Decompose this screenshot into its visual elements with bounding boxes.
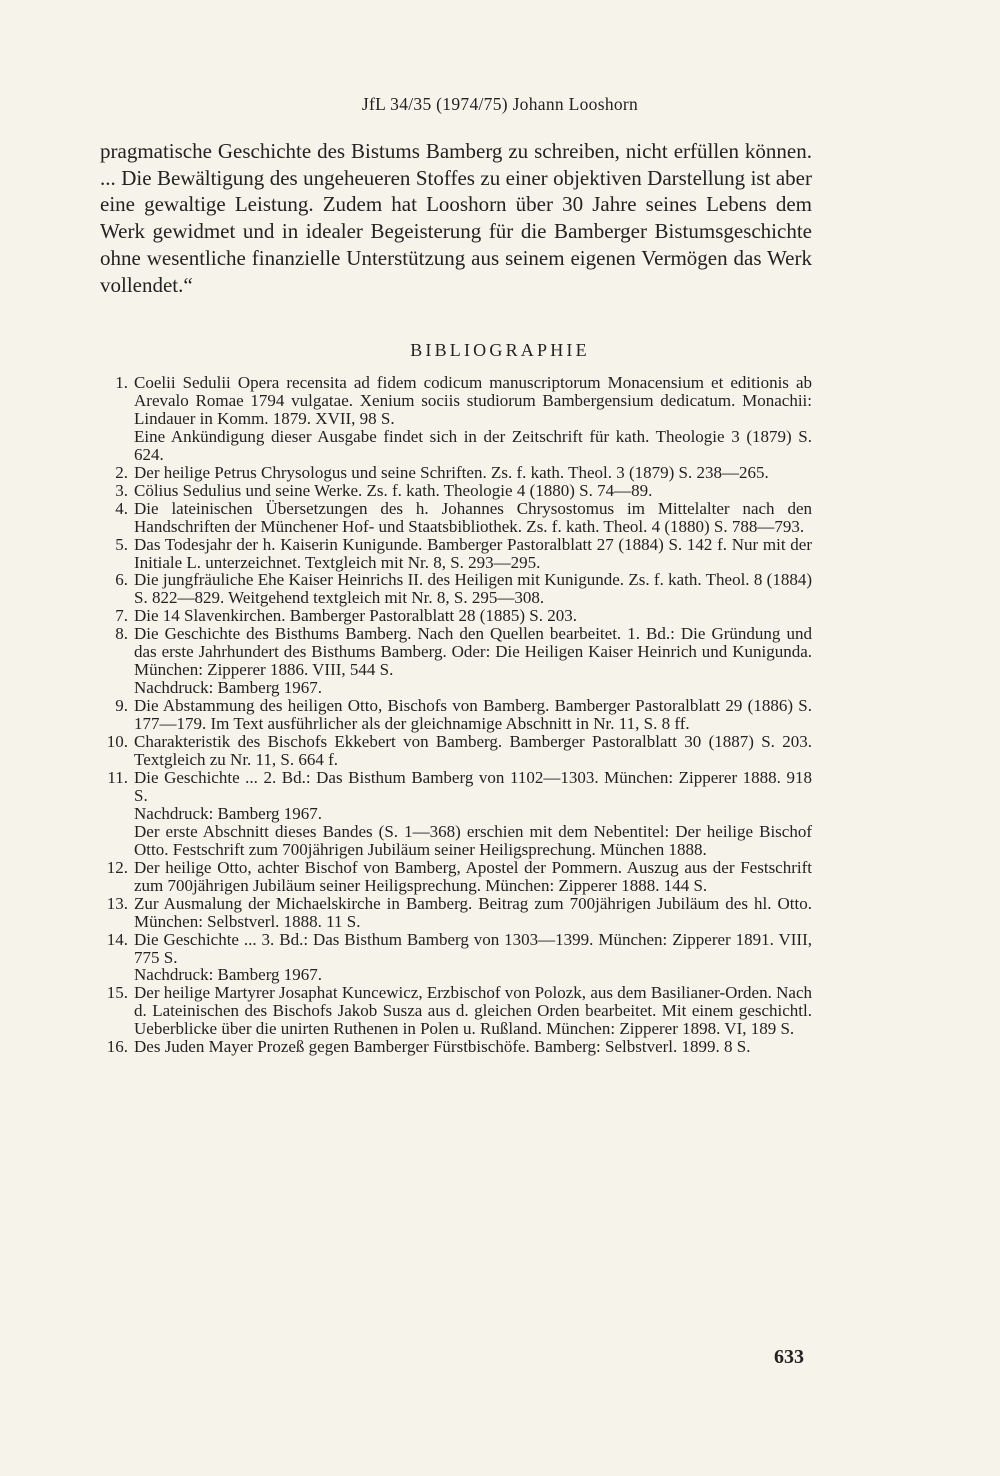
entry-citation: Die Geschichte des Bisthums Bamberg. Nach den Quellen bearbeitet. 1. Bd.: Die Gründung und das erste Jahrhundert des Bisthums Bamberg. Oder: Die Heiligen Kaiser Heinrich und Kunigunda. München: Zipperer 1886. VIII, 544 S. bbox=[134, 624, 812, 680]
entry-citation: Der heilige Martyrer Josaphat Kuncewicz, Erzbischof von Polozk, aus dem Basilianer-Orden. Nach d. Lateinischen des Bischofs Jakob Susza aus d. gleichen Orden bearbeitet. Mit einem geschichtl. Ueberblicke über die unirten Ruthenen in Polen u. Rußland. München: Zipperer 1898. VI, 189 S. bbox=[134, 983, 812, 1039]
bibliography-heading: BIBLIOGRAPHIE bbox=[410, 340, 590, 360]
entry-body bbox=[134, 1038, 812, 1056]
entry-number: 16. bbox=[106, 1037, 128, 1057]
bibliography-entry bbox=[100, 607, 812, 625]
entry-citation: Zur Ausmalung der Michaelskirche in Bamberg. Beitrag zum 700jährigen Jubiläum des hl. Otto. München: Selbstverl. 1888. 11 S. bbox=[134, 893, 812, 931]
entry-note: Nachdruck: Bamberg 1967. bbox=[134, 965, 323, 985]
bibliography-entry bbox=[100, 931, 812, 985]
bibliography-entry bbox=[100, 482, 812, 500]
entry-body bbox=[134, 769, 812, 859]
entry-body bbox=[134, 697, 812, 733]
entry-citation: Cölius Sedulius und seine Werke. Zs. f. kath. Theologie 4 (1880) S. 74—89. bbox=[134, 480, 653, 500]
bibliography-entry bbox=[100, 769, 812, 859]
entry-number: 6. bbox=[115, 570, 128, 590]
bibliography-list bbox=[100, 374, 812, 1056]
entry-note: Der erste Abschnitt dieses Bandes (S. 1—368) erschien mit dem Nebentitel: Der heilige Bischof Otto. Festschrift zum 700jährigen Jubiläum seiner Heiligsprechung. München 1888. bbox=[134, 821, 812, 859]
entry-body bbox=[134, 571, 812, 607]
entry-note: Nachdruck: Bamberg 1967. bbox=[134, 678, 323, 698]
entry-citation: Die Geschichte ... 3. Bd.: Das Bisthum Bamberg von 1303—1399. München: Zipperer 1891. VIII, 775 S. bbox=[134, 929, 812, 967]
entry-number: 10. bbox=[106, 732, 128, 752]
entry-body bbox=[134, 500, 812, 536]
bibliography-entry bbox=[100, 464, 812, 482]
entry-number: 3. bbox=[115, 480, 128, 500]
page-number: 633 bbox=[774, 1346, 804, 1368]
entry-note: Nachdruck: Bamberg 1967. bbox=[134, 803, 323, 823]
entry-number: 12. bbox=[106, 857, 128, 877]
entry-body bbox=[134, 895, 812, 931]
entry-citation: Die jungfräuliche Ehe Kaiser Heinrichs II. des Heiligen mit Kunigunde. Zs. f. kath. Theol. 8 (1884) S. 822—829. Weitgehend textgleich mit Nr. 8, S. 295—308. bbox=[134, 570, 812, 608]
entry-body bbox=[134, 607, 812, 625]
running-head: JfL 34/35 (1974/75) Johann Looshorn bbox=[361, 94, 639, 114]
entry-citation: Des Juden Mayer Prozeß gegen Bamberger Fürstbischöfe. Bamberg: Selbstverl. 1899. 8 S. bbox=[134, 1037, 751, 1057]
bibliography-entry bbox=[100, 859, 812, 895]
entry-note: Eine Ankündigung dieser Ausgabe findet sich in der Zeitschrift für kath. Theologie 3 (1879) S. 624. bbox=[134, 426, 812, 464]
entry-number: 7. bbox=[115, 606, 128, 626]
bibliography-entry bbox=[100, 1038, 812, 1056]
bibliography-entry bbox=[100, 697, 812, 733]
bibliography-entry bbox=[100, 536, 812, 572]
entry-citation: Charakteristik des Bischofs Ekkebert von Bamberg. Bamberger Pastoralblatt 30 (1887) S. 203. Textgleich zu Nr. 11, S. 664 f. bbox=[134, 732, 812, 770]
entry-body bbox=[134, 733, 812, 769]
entry-citation: Der heilige Petrus Chrysologus und seine Schriften. Zs. f. kath. Theol. 3 (1879) S. 238—265. bbox=[134, 462, 769, 482]
bibliography-entry bbox=[100, 984, 812, 1038]
entry-body bbox=[134, 482, 812, 500]
entry-citation: Coelii Sedulii Opera recensita ad fidem codicum manuscriptorum Monacensium et editionis ab Arevalo Romae 1794 vulgatae. Xenium sociis studiorum Bambergensium dedicatum. Monachii: Lindauer in Komm. 1879. XVII, 98 S. bbox=[134, 373, 812, 428]
entry-number: 13. bbox=[106, 893, 128, 913]
bibliography-entry bbox=[100, 500, 812, 536]
entry-number: 15. bbox=[106, 983, 128, 1003]
bibliography-entry bbox=[100, 374, 812, 464]
entry-number: 5. bbox=[115, 534, 128, 554]
entry-citation: Die 14 Slavenkirchen. Bamberger Pastoralblatt 28 (1885) S. 203. bbox=[134, 606, 578, 626]
entry-citation: Die Geschichte ... 2. Bd.: Das Bisthum Bamberg von 1102—1303. München: Zipperer 1888. 918 S. bbox=[134, 767, 812, 805]
entry-number: 14. bbox=[106, 929, 128, 949]
bibliography-entry bbox=[100, 571, 812, 607]
bibliography-entry bbox=[100, 625, 812, 697]
entry-body bbox=[134, 536, 812, 572]
entry-number: 4. bbox=[115, 498, 128, 518]
intro-paragraph: pragmatische Geschichte des Bistums Bamberg zu schreiben, nicht erfüllen können. ... Die Bewältigung des ungeheueren Stoffes zu einer objektiven Darstellung ist aber eine gewaltige Leistung. Zudem hat Looshorn über 30 Jahre seines Lebens dem Werk gewidmet und in idealer Begeisterung für die Bamberger Bistumsgeschichte ohne wesentliche finanzielle Unterstützung aus seinem eigenen Vermögen das Werk vollendet.“ bbox=[100, 139, 812, 297]
entry-body bbox=[134, 374, 812, 464]
entry-citation: Die lateinischen Übersetzungen des h. Johannes Chrysostomus im Mittelalter nach den Handschriften der Münchener Hof- und Staatsbibliothek. Zs. f. kath. Theol. 4 (1880) S. 788—793. bbox=[134, 498, 812, 536]
entry-citation: Der heilige Otto, achter Bischof von Bamberg, Apostel der Pommern. Auszug aus der Festschrift zum 700jährigen Jubiläum seiner Heiligsprechung. München: Zipperer 1888. 144 S. bbox=[134, 857, 812, 895]
entry-number: 11. bbox=[107, 767, 128, 787]
entry-number: 1. bbox=[115, 373, 128, 392]
entry-body bbox=[134, 464, 812, 482]
entry-number: 9. bbox=[115, 696, 128, 716]
entry-body bbox=[134, 984, 812, 1038]
entry-citation: Die Abstammung des heiligen Otto, Bischofs von Bamberg. Bamberger Pastoralblatt 29 (1886) S. 177—179. Im Text ausführlicher als der gleichnamige Abschnitt in Nr. 11, S. 8 ff. bbox=[134, 696, 812, 734]
entry-body bbox=[134, 625, 812, 697]
entry-body bbox=[134, 931, 812, 985]
bibliography-entry bbox=[100, 895, 812, 931]
entry-number: 2. bbox=[115, 462, 128, 482]
entry-body bbox=[134, 859, 812, 895]
entry-citation: Das Todesjahr der h. Kaiserin Kunigunde. Bamberger Pastoralblatt 27 (1884) S. 142 f. Nur mit der Initiale L. unterzeichnet. Textgleich mit Nr. 8, S. 293—295. bbox=[134, 534, 812, 572]
entry-number: 8. bbox=[115, 624, 128, 644]
bibliography-entry bbox=[100, 733, 812, 769]
